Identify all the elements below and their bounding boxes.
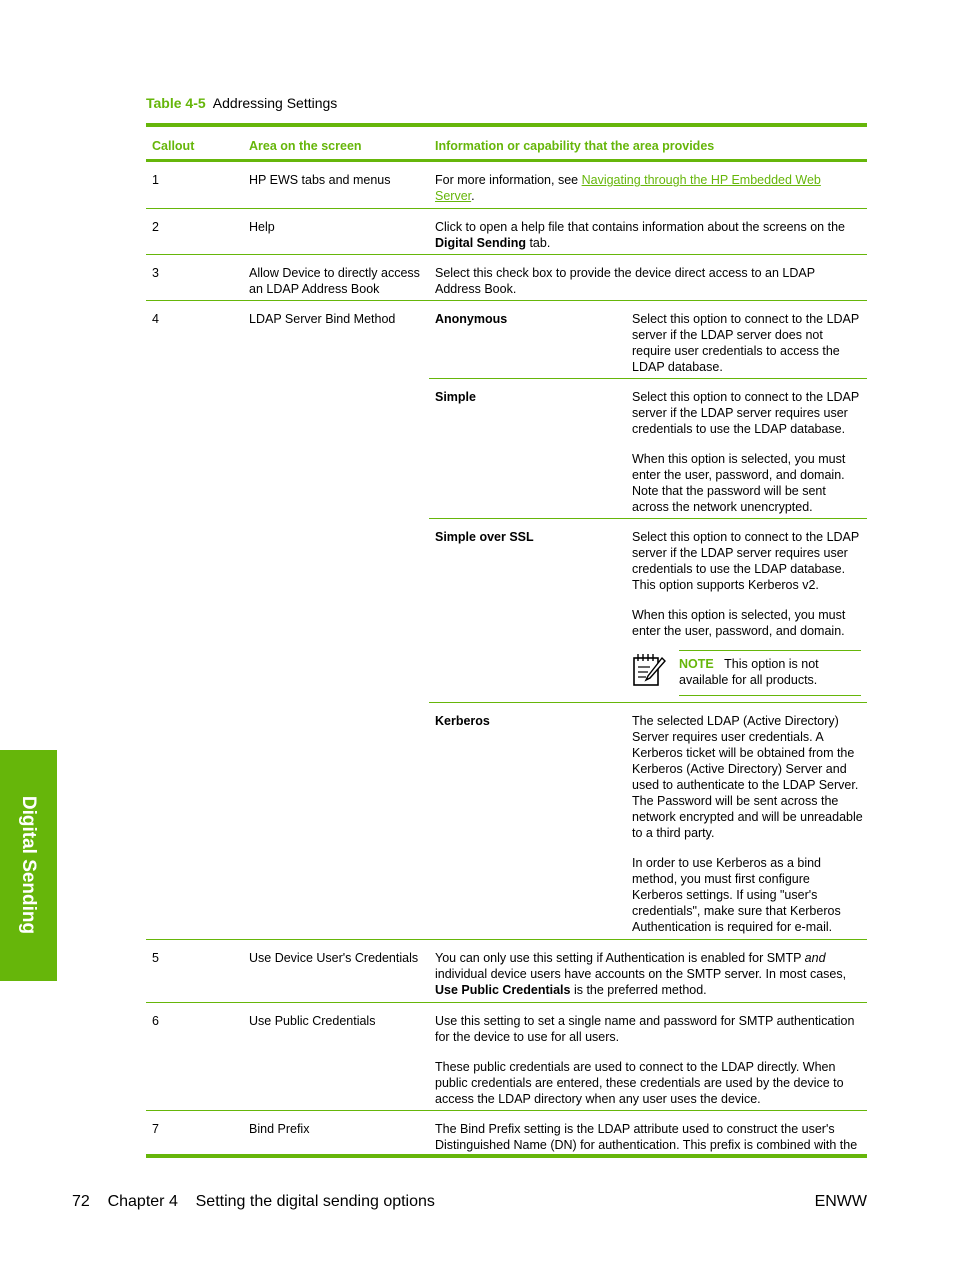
row-info: The Bind Prefix setting is the LDAP attribute used to construct the user's Distinguished Name (DN) for authentication. This prefix is combined with the <box>435 1122 858 1152</box>
addressing-settings-table <box>146 123 867 1158</box>
table-row <box>146 255 867 301</box>
option-description <box>632 389 864 529</box>
footer-right: ENWW <box>814 1193 867 1210</box>
page-number: 72 <box>72 1193 90 1210</box>
option-name: Simple over SSL <box>435 530 534 544</box>
table-title: Addressing Settings <box>212 95 338 111</box>
table-number: Table 4-5 <box>146 95 206 111</box>
note-text <box>679 656 861 688</box>
chapter-label: Chapter 4 <box>107 1193 178 1210</box>
option-paragraph: When this option is selected, you must enter the user, password, and domain. <box>632 608 846 638</box>
info-text: For more information, see <box>435 173 582 187</box>
row-area: HP EWS tabs and menus <box>249 173 391 187</box>
table-row <box>146 940 867 1003</box>
info-text: tab. <box>525 236 551 250</box>
row-callout: 6 <box>152 1014 159 1028</box>
page-footer-left <box>72 1194 435 1210</box>
info-bold: Use Public Credentials <box>435 983 571 997</box>
table-row <box>146 1111 867 1154</box>
info-text: is the preferred method. <box>570 983 707 997</box>
info-text: . <box>471 189 475 203</box>
info-paragraph: Use this setting to set a single name and password for SMTP authentication for the device to use for all users. <box>435 1014 855 1044</box>
option-paragraph: Select this option to connect to the LDAP server if the LDAP server requires user credentials to use the LDAP database. <box>632 390 859 436</box>
option-row-anonymous <box>429 301 867 379</box>
option-name: Simple <box>435 390 476 404</box>
info-text: You can only use this setting if Authentication is enabled for SMTP <box>435 951 805 965</box>
option-paragraph: Select this option to connect to the LDAP server if the LDAP server requires user credentials to use the LDAP database. This option supports Kerberos v2. <box>632 530 859 592</box>
option-row-simple-over-ssl <box>429 519 867 703</box>
row-area: Bind Prefix <box>249 1122 310 1136</box>
note-icon <box>632 652 666 688</box>
option-description <box>632 713 864 949</box>
option-name: Kerberos <box>435 714 490 728</box>
row-callout: 5 <box>152 951 159 965</box>
table-row <box>146 1003 867 1111</box>
chapter-title: Setting the digital sending options <box>195 1193 435 1210</box>
option-row-simple <box>429 379 867 519</box>
header-info: Information or capability that the area provides <box>435 139 715 153</box>
row-callout: 4 <box>152 312 159 326</box>
row-info <box>435 950 863 998</box>
bind-method-options <box>429 301 867 940</box>
note-body: This option is not available for all products. <box>679 657 819 687</box>
row-area: Help <box>249 220 275 234</box>
info-italic: and <box>804 951 826 965</box>
table-row <box>146 162 867 209</box>
row-area: LDAP Server Bind Method <box>249 312 396 326</box>
row-info <box>435 219 863 251</box>
header-area: Area on the screen <box>249 139 362 153</box>
info-bold: Digital Sending <box>435 236 526 250</box>
option-paragraph: Select this option to connect to the LDAP server if the LDAP server does not require user credentials to access the LDAP database. <box>632 312 859 374</box>
chapter-side-tab <box>0 750 57 981</box>
option-paragraph: When this option is selected, you must enter the user, password, and domain. Note that the password will be sent across the network unencrypted. <box>632 452 846 514</box>
header-callout: Callout <box>152 139 195 153</box>
row-area: Use Device User's Credentials <box>249 951 419 965</box>
option-paragraph: In order to use Kerberos as a bind method, you must first configure Kerberos settings. If using "user's credentials", make sure that Kerberos Authentication is required for e-mail. <box>632 856 841 934</box>
row-callout: 7 <box>152 1122 159 1136</box>
table-bottom-rule <box>146 1154 867 1158</box>
option-paragraph: The selected LDAP (Active Directory) Server requires user credentials. A Kerberos ticket will be obtained from the Kerberos (Active Directory) Server and used to authenticate to the LDAP Server. The Password will be sent across the network encrypted and will be unreadable to a third party. <box>632 714 863 840</box>
option-row-kerberos <box>429 703 867 940</box>
table-row <box>146 209 867 255</box>
ews-navigation-link[interactable]: Navigating through the HP Embedded Web Server <box>435 173 821 203</box>
row-info <box>435 172 863 204</box>
option-description <box>632 529 864 653</box>
table-caption <box>146 95 337 111</box>
info-text: individual device users have accounts on the SMTP server. In most cases, <box>435 967 847 981</box>
option-description <box>632 311 864 389</box>
info-paragraph: These public credentials are used to connect to the LDAP directly. When public credentials are entered, these credentials are used by the device to access the LDAP directory when any user uses the device. <box>435 1060 844 1106</box>
row-callout: 3 <box>152 266 159 280</box>
side-tab-label: Digital Sending <box>18 795 39 935</box>
info-text: Click to open a help file that contains information about the screens on the <box>435 220 845 234</box>
table-header <box>146 127 867 159</box>
row-area: Allow Device to directly access an LDAP Address Book <box>249 266 420 296</box>
row-callout: 2 <box>152 220 159 234</box>
row-area: Use Public Credentials <box>249 1014 376 1028</box>
option-name: Anonymous <box>435 312 508 326</box>
row-info: Select this check box to provide the device direct access to an LDAP Address Book. <box>435 266 815 296</box>
row-info <box>435 1013 863 1121</box>
table-row <box>146 301 867 940</box>
note-label: NOTE <box>679 657 714 671</box>
row-callout: 1 <box>152 173 159 187</box>
